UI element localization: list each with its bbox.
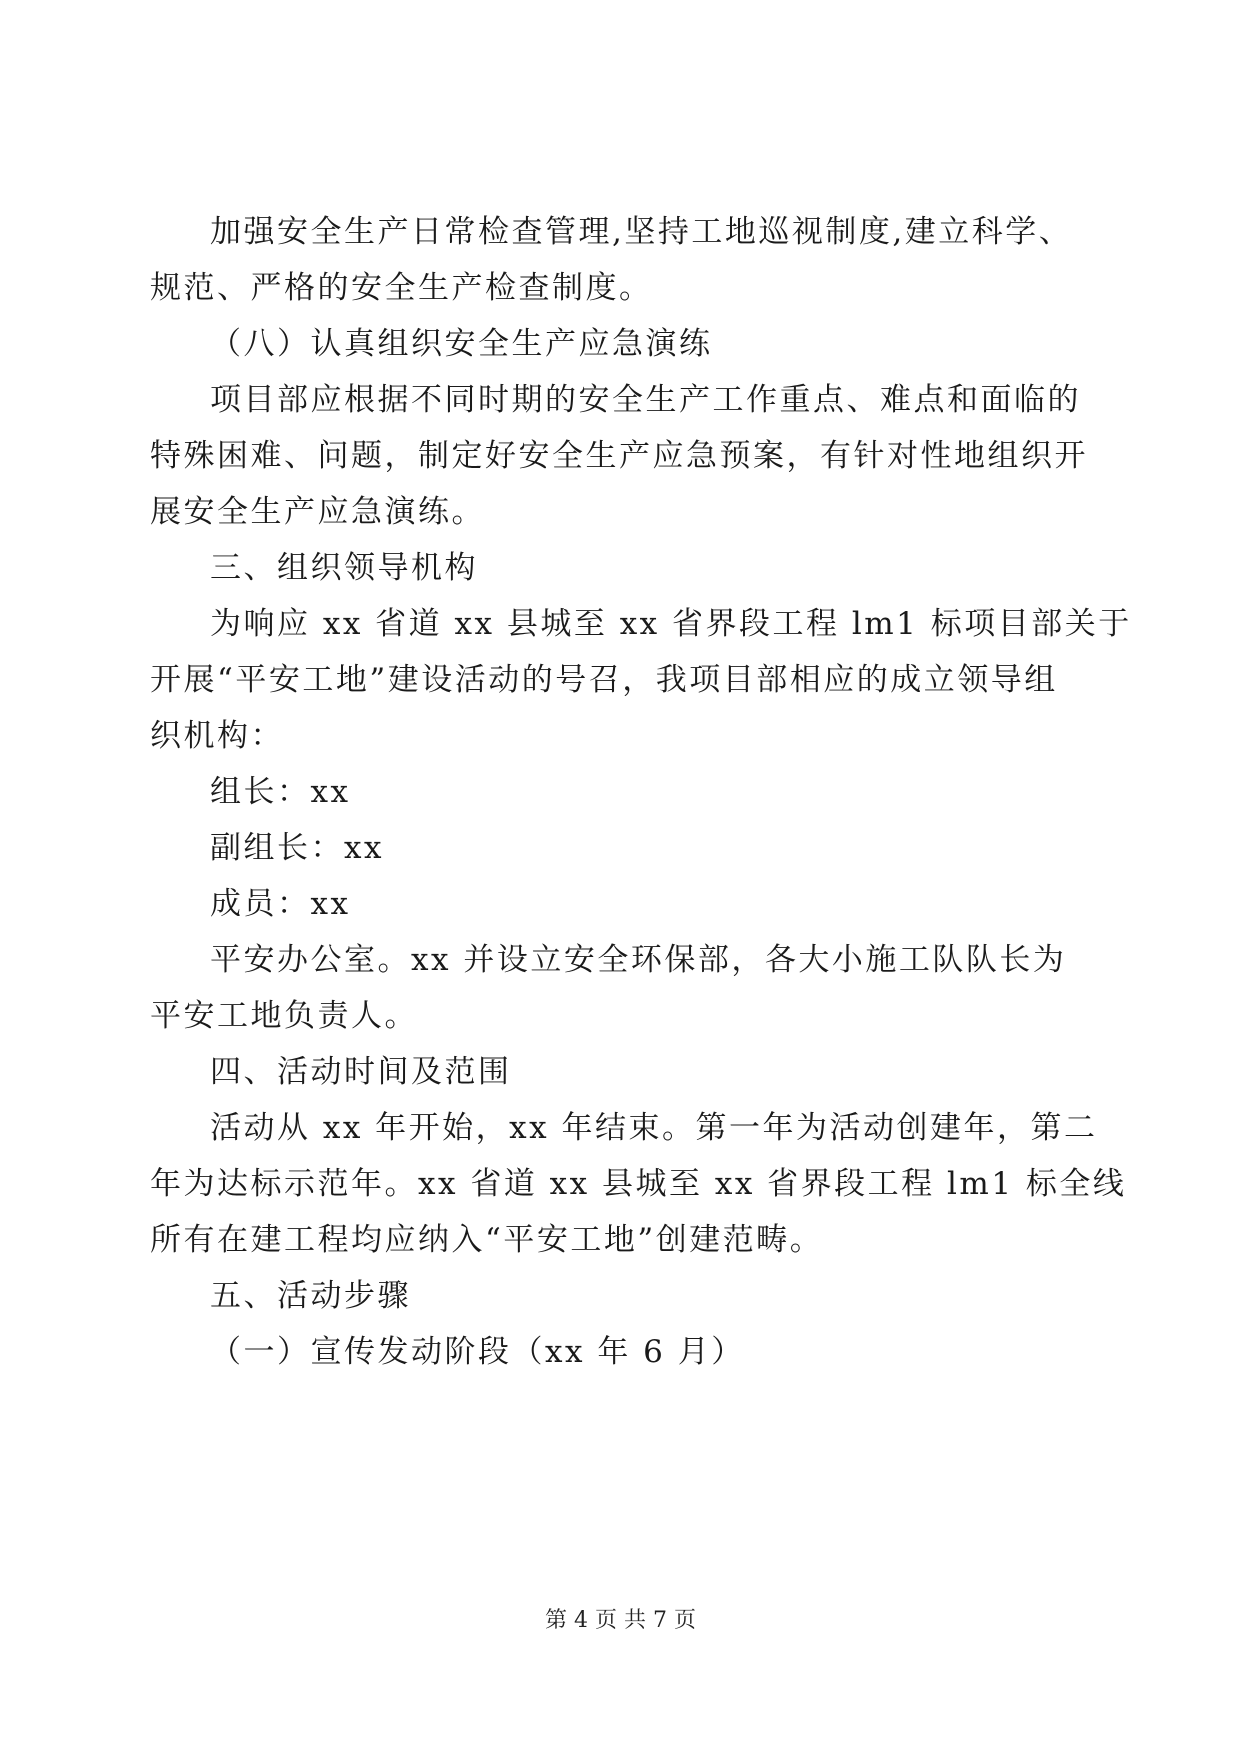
section-heading: （一）宣传发动阶段（xx 年 6 月）	[210, 1334, 745, 1370]
section-heading: （八）认真组织安全生产应急演练	[210, 326, 713, 362]
member-line: 副组长：xx	[210, 830, 384, 866]
paragraph-line: 平安办公室。xx 并设立安全环保部，各大小施工队队长为	[210, 942, 1067, 978]
member-line: 成员：xx	[210, 886, 351, 922]
paragraph-line: 所有在建工程均应纳入“平安工地”创建范畴。	[150, 1222, 824, 1258]
paragraph-line: 为响应 xx 省道 xx 县城至 xx 省界段工程 lm1 标项目部关于	[210, 606, 1132, 642]
paragraph-line: 加强安全生产日常检查管理,坚持工地巡视制度,建立科学、	[210, 214, 1073, 250]
section-heading: 五、活动步骤	[210, 1278, 411, 1314]
paragraph-line: 活动从 xx 年开始，xx 年结束。第一年为活动创建年，第二	[210, 1110, 1098, 1146]
paragraph-line: 开展“平安工地”建设活动的号召，我项目部相应的成立领导组	[150, 662, 1058, 698]
paragraph-line: 年为达标示范年。xx 省道 xx 县城至 xx 省界段工程 lm1 标全线	[150, 1166, 1127, 1202]
member-line: 组长：xx	[210, 774, 351, 810]
page-number: 第 4 页 共 7 页	[545, 1608, 696, 1633]
section-heading: 三、组织领导机构	[210, 550, 478, 586]
paragraph-line: 平安工地负责人。	[150, 998, 418, 1034]
section-heading: 四、活动时间及范围	[210, 1054, 512, 1090]
paragraph-line: 特殊困难、问题，制定好安全生产应急预案，有针对性地组织开	[150, 438, 1088, 474]
paragraph-line: 规范、严格的安全生产检查制度。	[150, 270, 653, 306]
paragraph-line: 项目部应根据不同时期的安全生产工作重点、难点和面临的	[210, 382, 1081, 418]
paragraph-line: 展安全生产应急演练。	[150, 494, 485, 530]
paragraph-line: 织机构：	[150, 718, 284, 754]
